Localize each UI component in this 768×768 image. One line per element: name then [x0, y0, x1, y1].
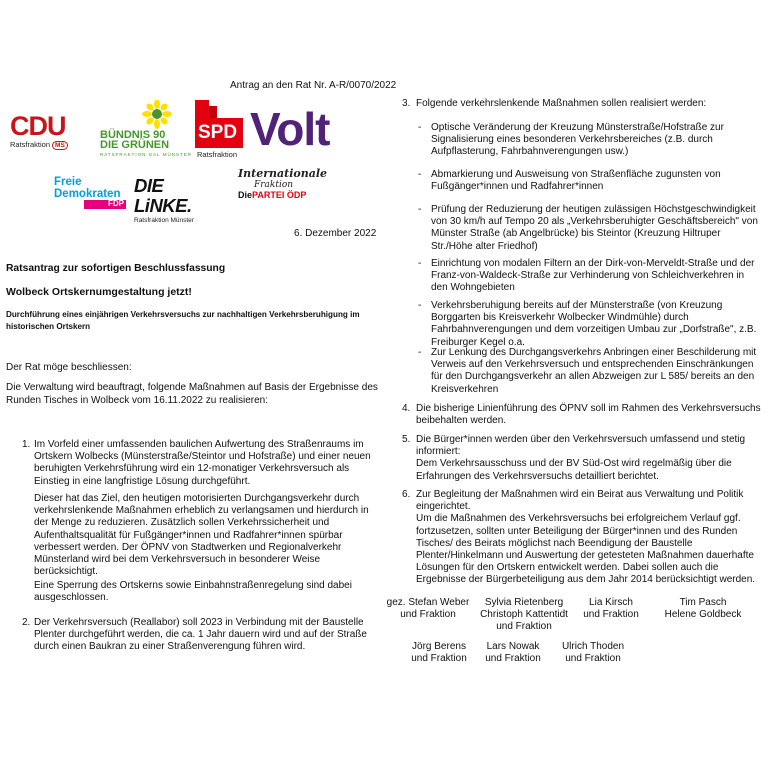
list-item-5-line2: Dem Verkehrsausschuss und der BV Süd-Ost wird regelmäßig über die Erfahrungen des Verkehrsversuchs detailliert berichtet. — [416, 458, 732, 482]
inter-logo-parties: DiePARTEI ÖDP — [238, 190, 307, 200]
fdp-logo-line1: Freie — [54, 176, 82, 188]
motion-number: Antrag an den Rat Nr. A-R/0070/2022 — [230, 80, 397, 91]
list-item-6 — [416, 489, 761, 587]
list-item-4: Die bisherige Linienführung des ÖPNV soll im Rahmen des Verkehrsversuchs beibehalten werden. — [416, 403, 761, 427]
gruene-logo — [98, 100, 194, 156]
list-item-5-line1: Die Bürger*innen werden über den Verkehrsversuch umfassend und stetig informiert: — [416, 434, 746, 458]
spd-cube-shape-side — [209, 106, 217, 118]
signature-block: Jörg Berens und Fraktion — [411, 641, 467, 664]
bullet-dash: - — [418, 204, 422, 215]
resolution-intro: Der Rat möge beschliessen: — [6, 362, 132, 373]
signature-block: Ulrich Thoden und Fraktion — [561, 641, 625, 664]
document-subtitle: Wolbeck Ortskernumgestaltung jetzt! — [6, 286, 192, 298]
spd-cube-shape — [195, 100, 209, 118]
list-number: 5. — [402, 434, 411, 445]
bullet-item: Einrichtung von modalen Filtern an der Dirk-von-Merveldt-Straße und der Franz-von-Waldeck-Straße zur Verhinderung von Schleichverkehren in den Wohngebieten — [431, 258, 755, 294]
list-item-5 — [416, 434, 761, 483]
fdp-logo-tag: FDP — [84, 200, 126, 209]
bullet-item: Abmarkierung und Ausweisung von Straßenfläche zugunsten von Fußgänger*innen und Radfahrer*innen — [431, 169, 721, 193]
oedp-label: ÖDP — [286, 190, 307, 200]
list-number: 4. — [402, 403, 411, 414]
cdu-logo — [10, 112, 96, 152]
fdp-logo-line2: Demokraten — [54, 188, 121, 200]
intro-paragraph: Die Verwaltung wird beauftragt, folgende Maßnahmen auf Basis der Ergebnisse des Runden Tisches in Wolbeck vom 16.11.2022 zu realisieren: — [6, 382, 378, 406]
bullet-dash: - — [418, 169, 422, 180]
bullet-item: Zur Lenkung des Durchgangsverkehrs Anbringen einer Beschilderung mit Verweis auf den Verkehrsversuch und entsprechenden Einschränkungen für den Durchgangsverkehr an allen Abzweigen zur L 585/ bereits an den Kreisverkehren — [431, 347, 757, 395]
inter-logo-line2: Fraktion — [254, 180, 294, 190]
list-item-1-paragraph-2: Dieser hat das Ziel, den heutigen motorisierten Durchgangsverkehr durch verkehrslenkende Maßnahmen erheblich zu verlangsamen und hierdurch in der Menge zu reduzieren. Zusätzlich sollen Verkehrssicherheit und Aufenthaltsqualität für Fußgänger*innen und Radfahrer*innen spürbar verbessert werden. Der ÖPNV von Stadtwerken und Regionalverkehr Münsterland wird bei dem Verkehrsversuch in besonderer Weise berücksichtigt. — [34, 493, 369, 578]
cdu-logo-sub: Ratsfraktion MS — [10, 140, 96, 150]
internationale-fraktion-logo — [238, 167, 328, 214]
bullet-dash: - — [418, 122, 422, 133]
gruene-logo-line2: DIE GRÜNEN — [100, 139, 170, 151]
spd-logo-word: SPD — [198, 122, 238, 143]
document-description: Durchführung eines einjährigen Verkehrsversuchs zur nachhaltigen Verkehrsberuhigung im historischen Ortskern — [6, 310, 360, 331]
fdp-logo — [54, 176, 128, 210]
gruene-logo-line1: BÜNDNIS 90 — [100, 129, 166, 141]
linke-logo — [134, 175, 224, 224]
signature-block: Tim Pasch Helene Goldbeck — [664, 597, 742, 620]
volt-logo: Volt — [250, 103, 330, 155]
signature-block: Lia Kirsch und Fraktion — [583, 597, 639, 620]
list-number: 2. — [22, 617, 31, 628]
list-item-1: Im Vorfeld einer umfassenden baulichen Aufwertung des Straßenraums im Ortskern Wolbecks (Münsterstraße/Steintor und Hofstraße) und einer neuen beruhigten Verkehrsführung wird ein 12-monatiger Verkehrsversuch als Einstieg in eine langfristige Lösung durchgeführt. — [34, 439, 371, 487]
bullet-dash: - — [418, 300, 422, 311]
linke-logo-sub: Ratsfraktion Münster — [134, 217, 194, 224]
list-item-1-paragraph-3: Eine Sperrung des Ortskerns sowie Einbahnstraßenregelung sind dabei ausgeschlossen. — [34, 580, 352, 604]
list-item-6-line2: Um die Maßnahmen des Verkehrsversuchs bei erfolgreichem Verlauf ggf. fortzusetzen, sollten unter Beteiligung der Bürger*innen und des Runden Tisches/ des Beirats möglichst nach Beendigung der Baustelle Plenter/Hinkelmann und Auswertung der getesteten Maßnahmen dauerhafte Lösungen für den Ortskern entwickelt werden. Dabei sollen auch die Ergebnisse der Bürgerbeteiligung aus dem Jahr 2014 berücksichtigt werden. — [416, 513, 756, 586]
signature-block: Lars Nowak und Fraktion — [485, 641, 541, 664]
list-number: 6. — [402, 489, 411, 500]
spd-logo — [195, 100, 245, 158]
bullet-item: Prüfung der Reduzierung der heutigen zulässigen Höchstgeschwindigkeit von 30 km/h auf Tempo 20 als „Verkehrsberuhigter Geschäftsbereich" von Münster Straße (ab Angelbrücke) bis Steintor (Kreuzung Hiltruper Str./Höhe alter Friedhof) — [431, 204, 758, 252]
sunflower-icon — [142, 100, 172, 130]
bullet-item: Verkehrsberuhigung bereits auf der Münsterstraße (von Kreuzung Borggarten bis Kreisverkehr Wolbecker Windmühle) durch Fahrbahnverengungen und dem vorzeitigen Umbau zur „Dorfstraße", z.B. Freiburger Kegel o.a. — [431, 300, 757, 348]
document-title: Ratsantrag zur sofortigen Beschlussfassung — [6, 263, 226, 274]
document-date: 6. Dezember 2022 — [294, 228, 377, 239]
signature-block: Sylvia Rietenberg Christoph Kattentidt und Fraktion — [480, 597, 568, 632]
bullet-dash: - — [418, 347, 422, 358]
signature-block: gez. Stefan Weber und Fraktion — [386, 597, 470, 620]
inter-logo-line1: Internationale — [238, 167, 328, 180]
cdu-ms-badge: MS — [52, 141, 68, 150]
list-item-2: Der Verkehrsversuch (Reallabor) soll 2023 in Verbindung mit der Baustelle Plenter durchgeführt werden, die ca. 1 Jahr dauern wird und auf der Straße durch einen Baukran zu einer Straßenverengung führen wird. — [34, 617, 367, 653]
cdu-logo-word: CDU — [10, 111, 66, 141]
list-number: 1. — [22, 439, 31, 450]
list-item-6-line1: Zur Begleitung der Maßnahmen wird ein Beirat aus Verwaltung und Politik eingerichtet. — [416, 489, 744, 513]
list-item-3: Folgende verkehrslenkende Maßnahmen sollen realisiert werden: — [416, 98, 707, 109]
spd-logo-sub: Ratsfraktion — [197, 150, 238, 159]
bullet-item: Optische Veränderung der Kreuzung Münsterstraße/Hofstraße zur Signalisierung eines besonderen Verkehrsbereiches (z.B. durch Aufpflasterung, Fahrbahnverengungen usw.) — [431, 122, 724, 158]
gruene-logo-sub: RATSFRAKTION GAL MÜNSTER — [100, 152, 193, 157]
list-number: 3. — [402, 98, 411, 109]
bullet-dash: - — [418, 258, 422, 269]
linke-logo-word: DIE LiNKE. — [134, 175, 192, 216]
